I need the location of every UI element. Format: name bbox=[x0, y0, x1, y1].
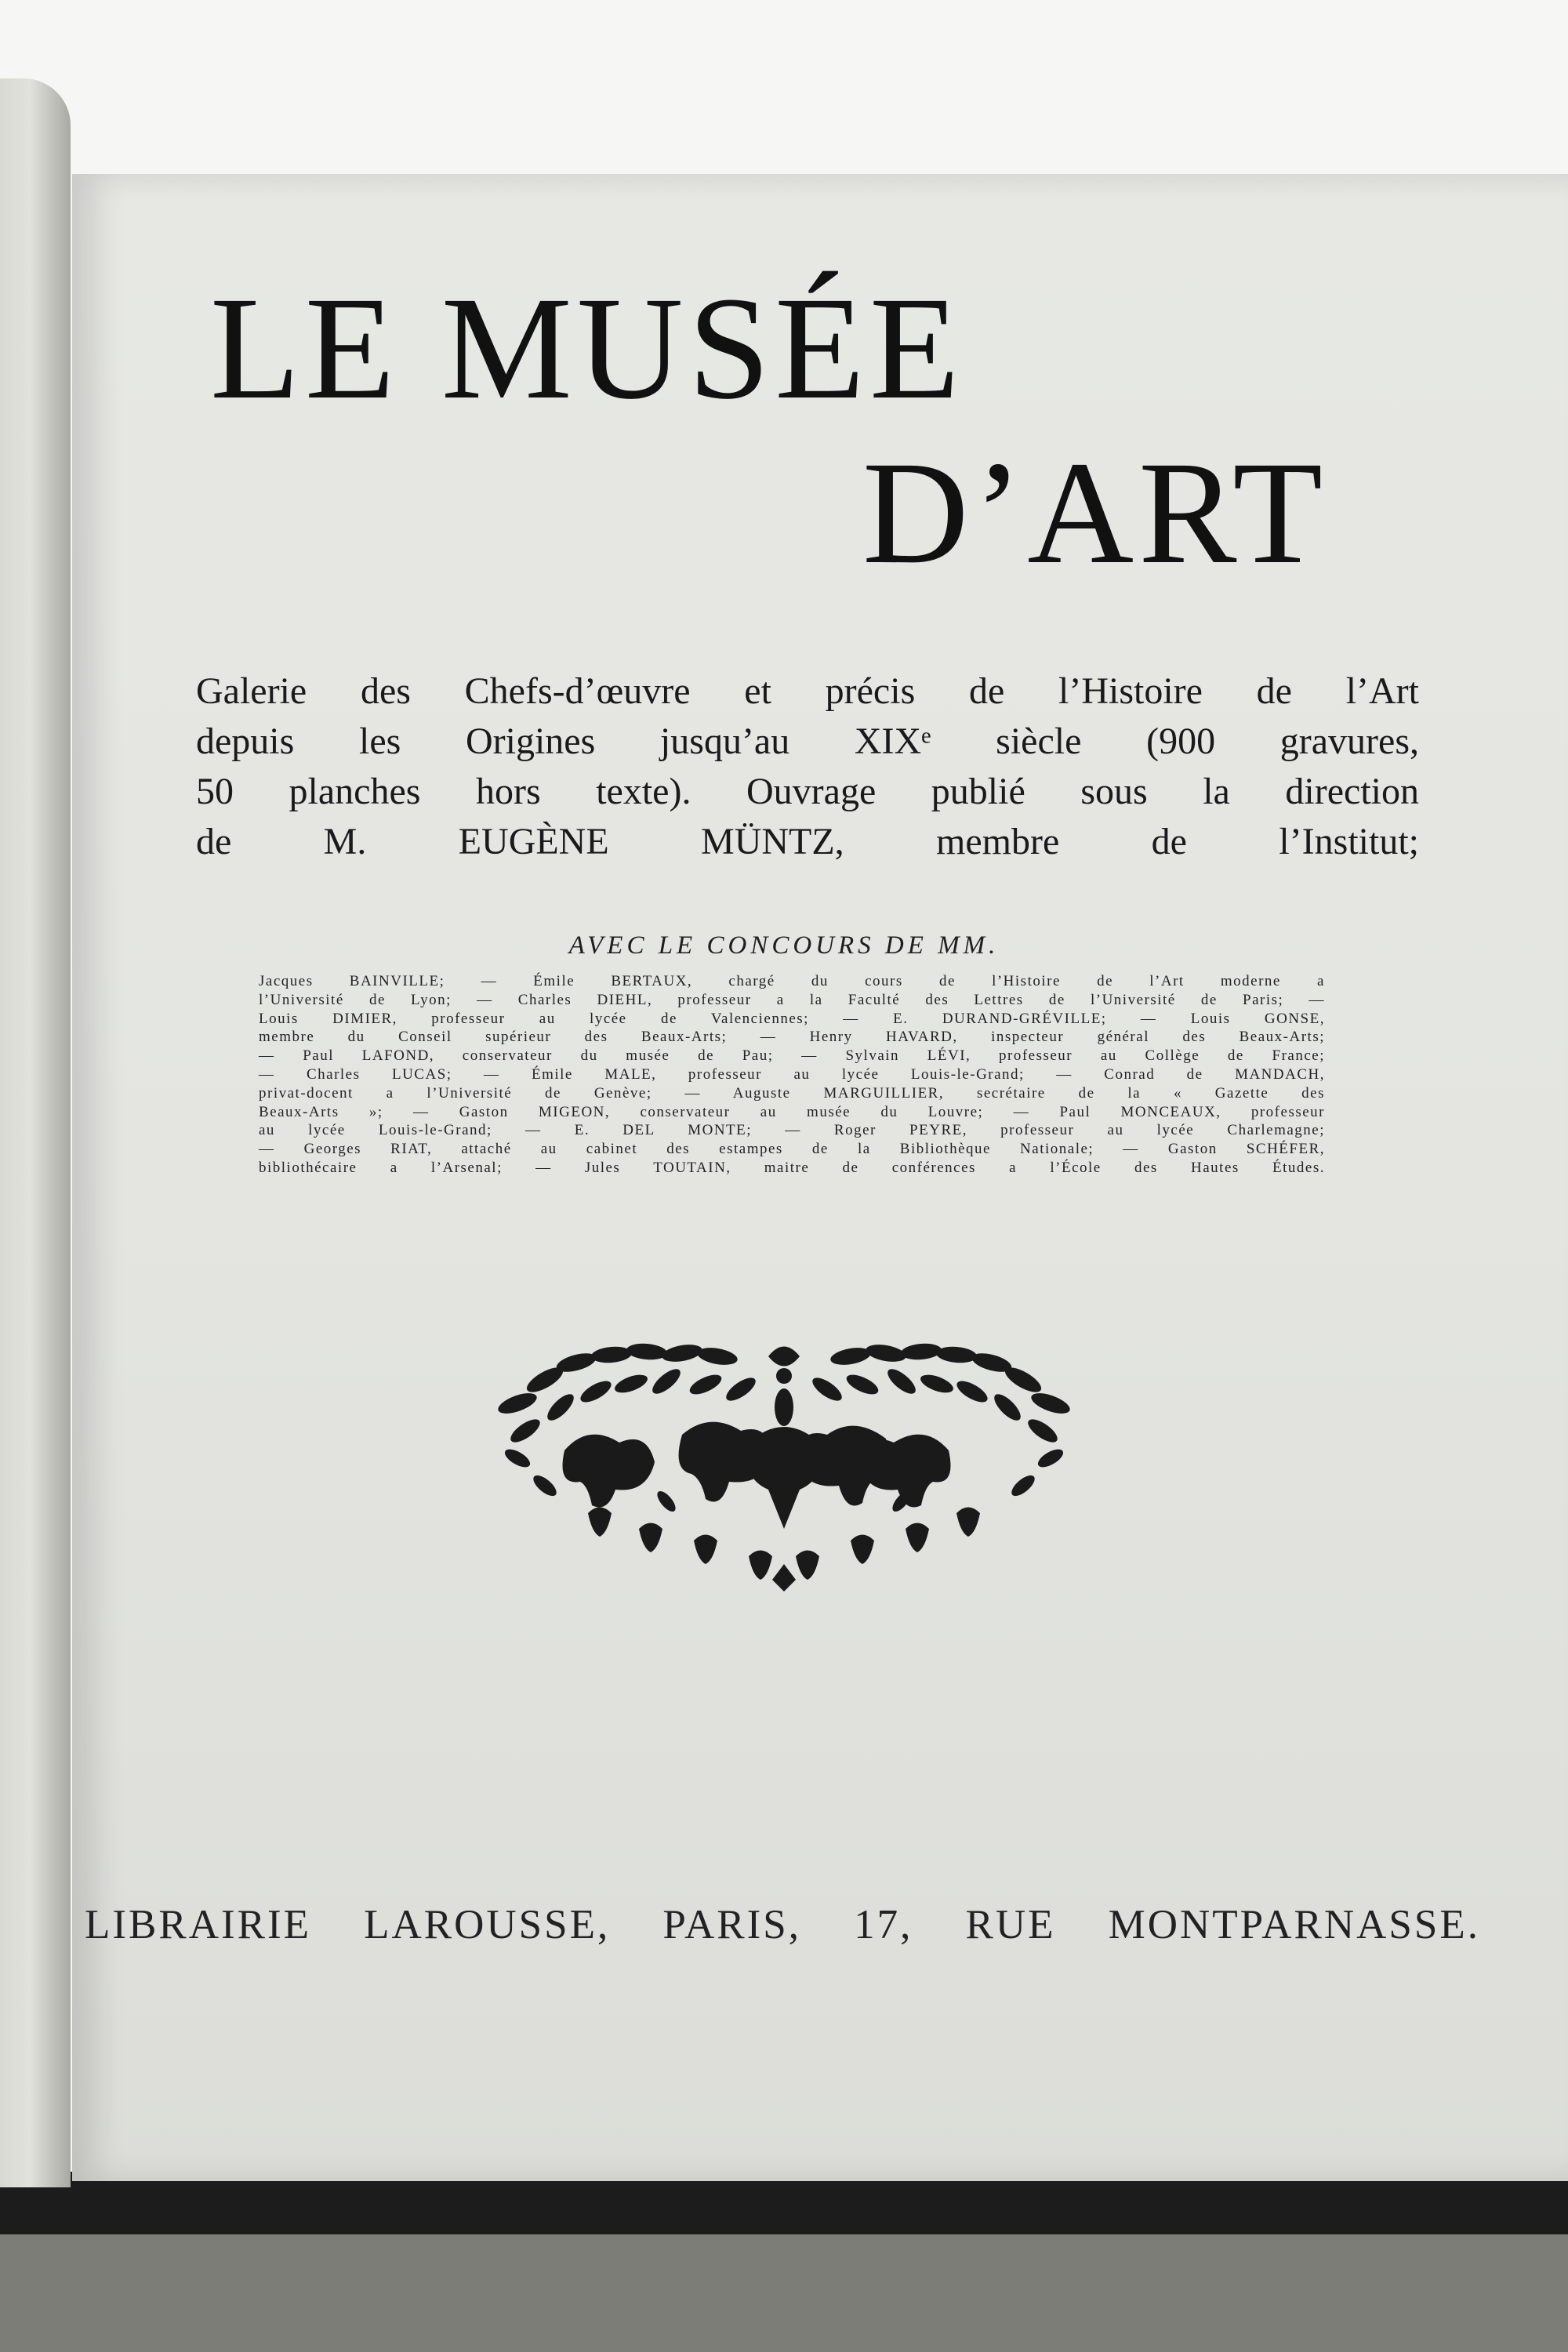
subtitle bbox=[196, 666, 1419, 867]
title-line-2: D’ART bbox=[862, 430, 1328, 594]
contributors-line: — Georges RIAT, attaché au cabinet des estampes de la Bibliothèque Nationale; — Gaston SCHÉFER, bbox=[259, 1141, 1325, 1158]
contributors-line: Jacques BAINVILLE; — Émile BERTAUX, chargé du cours de l’Histoire de l’Art moderne a bbox=[259, 973, 1325, 989]
title-line-1: LE MUSÉE bbox=[210, 266, 964, 430]
subtitle-line: 50 planches hors texte). Ouvrage publié sous la direction bbox=[196, 771, 1419, 812]
left-page-curl bbox=[0, 78, 71, 2187]
subtitle-line: de M. EUGÈNE MÜNTZ, membre de l’Institut; bbox=[196, 821, 1419, 862]
book-cover-edge bbox=[0, 2172, 1568, 2234]
contributors-line: Beaux-Arts »; — Gaston MIGEON, conservateur au musée du Louvre; — Paul MONCEAUX, professeur bbox=[259, 1103, 1325, 1120]
floral-ornament-icon bbox=[470, 1333, 1098, 1599]
contributors-line: privat-docent a l’Université de Genève; — Auguste MARGUILLIER, secrétaire de la « Gazette des bbox=[259, 1084, 1325, 1102]
publisher-imprint: LIBRAIRIE LAROUSSE, PARIS, 17, RUE MONTPARNASSE. bbox=[85, 1902, 1480, 1947]
contributors-line: au lycée Louis-le-Grand; — E. DEL MONTE; — Roger PEYRE, professeur au lycée Charlemagne; bbox=[259, 1122, 1325, 1139]
table-cloth bbox=[0, 2227, 1568, 2352]
contributors-line: — Paul LAFOND, conservateur du musée de Pau; — Sylvain LÉVI, professeur au Collège de France; bbox=[259, 1047, 1325, 1065]
contributors-line: bibliothécaire a l’Arsenal; — Jules TOUTAIN, maitre de conférences a l’École des Hautes Études. bbox=[259, 1159, 1325, 1176]
concours-heading: AVEC LE CONCOURS DE MM. bbox=[568, 931, 1000, 960]
title-page bbox=[72, 174, 1568, 2181]
contributors-line: l’Université de Lyon; — Charles DIEHL, professeur a la Faculté des Lettres de l’Université de Paris; — bbox=[259, 991, 1325, 1008]
contributors-line: membre du Conseil supérieur des Beaux-Arts; — Henry HAVARD, inspecteur général des Beaux-Arts; bbox=[259, 1029, 1325, 1046]
contributors-list bbox=[259, 972, 1325, 1178]
subtitle-line: depuis les Origines jusqu’au XIXᵉ siècle (900 gravures, bbox=[196, 720, 1419, 762]
contributors-line: Louis DIMIER, professeur au lycée de Valenciennes; — E. DURAND-GRÉVILLE; — Louis GONSE, bbox=[259, 1010, 1325, 1027]
contributors-line: — Charles LUCAS; — Émile MALE, professeur au lycée Louis-le-Grand; — Conrad de MANDACH, bbox=[259, 1065, 1325, 1083]
subtitle-line: Galerie des Chefs-d’œuvre et précis de l’Histoire de l’Art bbox=[196, 670, 1419, 712]
